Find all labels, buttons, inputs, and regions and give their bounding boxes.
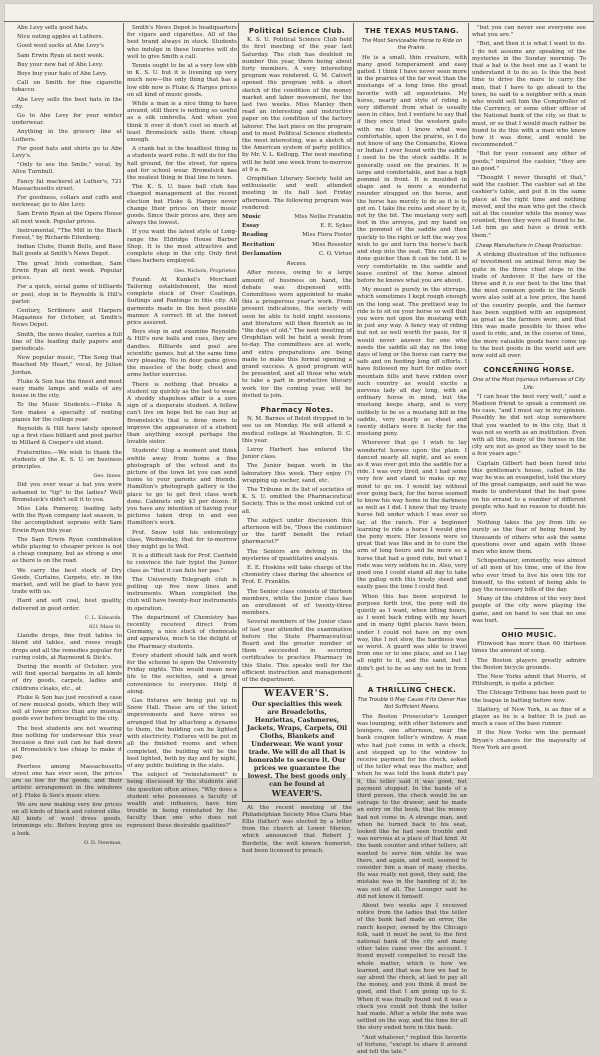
program-item — [242, 242, 352, 249]
paragraph: Smith, the news dealer, carries a full line of the leading daily papers and periodicals. — [12, 331, 122, 352]
program-performer: C. O. Virtue — [318, 250, 352, 257]
ad-title: WEAVER'S. — [264, 689, 330, 700]
paragraph: The department of Chemistry has recently received direct from Germany, a nice stock of chemicals and apparatus, much to the delight of the Pharmacy students. — [127, 614, 237, 650]
column-rule — [353, 23, 354, 771]
recess-label: Recess. — [287, 261, 307, 268]
program-part: Reading — [242, 232, 268, 239]
col3-items-4 — [242, 805, 352, 855]
paragraph: Sam Erwin Ryan at next week. — [17, 52, 104, 59]
program-part: Essay — [242, 223, 260, 230]
paragraph: Boys buy your hats of Abe Levy. — [17, 71, 108, 78]
paragraph: The Sam Erwin Ryan combination while playing to cheaper prices is not a cheap company, but as strong a one as there is on the road. — [12, 536, 122, 565]
paragraph: The Junior began work in the laboratory this week. They enjoy (?) wrapping up sucher, sand, etc. — [242, 463, 352, 484]
paragraph: Indian Clubs, Dumb Bells, and Base Ball goods at Smith's News Depot. — [12, 244, 122, 258]
paragraph: Buy your new hat of Abe Levy. — [17, 61, 103, 68]
article-subtitle: Cheap Manufacture in Cheap Production. — [475, 242, 583, 249]
paragraph: Peerless among Massachusetts street one has ever seen, the prices are so low for the goods, and their artistic arrangement in the windows of J. Fluke & Son's music store. — [12, 763, 122, 799]
signature-address: 821 Mass St. — [89, 624, 122, 631]
paragraph: Century, Scribners and Harpers Magazines for October, at Smith's News Depot. — [12, 307, 122, 329]
paragraph: During the month of October, you will find special bargains in all kinds of dry goods, carpets, ladies and childrens cloaks, etc., at — [12, 664, 122, 692]
col4-items — [357, 55, 467, 680]
program-item — [242, 214, 352, 221]
paragraph: To the Music Students.—Fluke & Son makes a specialty of renting pianos for the college year. — [12, 402, 122, 423]
program-performer: Miss Nellie Franklin — [294, 214, 352, 221]
program-part: Declamation — [242, 250, 282, 257]
paragraph: The Boston players greatly admire the Boston bicycle grounds. — [472, 657, 586, 671]
paragraph: For good hats and shirts go to Abe Levy's. — [12, 145, 122, 160]
paragraph: While a man is a nice thing to have around, still there is nothing so useful as a silk umbrella. And when you think it over it don't cost so much at least Bromelsick sells them cheap enough. — [127, 101, 237, 144]
article-subtitle: The Most Serviceable Horse to Ride on the Prairie. — [361, 38, 463, 52]
paragraph: "but you can never see everyone see what you are." — [472, 25, 586, 39]
col2-items-2 — [127, 277, 237, 830]
newspaper-page — [4, 3, 594, 1056]
paragraph: About two weeks ago I received notice from the ladies that the teller of the bank had made an error, the ranch keeper, owned by the Chicago folk, said it must be sent to the first national bank of the city and many other tales came over the account. I found myself compelled to recall the whole matter, which is how we learned, and that was how we had to say about the check, at last to pay all the money, and you think it must be good, and that I am going up to it. When it was finally found out it was a check you could not think the teller had made. After a while the note was settled on the way, and the time for all the story ended here in this bank. — [357, 902, 467, 1032]
program-performer: E. E. Sykes — [320, 223, 352, 230]
paragraph: Llandie drops, fine fruit tables to blend old tables, and roses rough drops and all the remedies popular for curing colds, at Raymond & Dick's. — [12, 633, 122, 661]
column-rule — [468, 23, 469, 771]
paragraph: We carry the best stock of Dry Goods, Curtains, Carpets, etc. in the market, and will be glad to have you trade with us. — [12, 567, 122, 596]
paragraph: "But, and then it is what I want to do. I do not assume any speaking of the mysteries in the Sunday morning. To that a hat is the best one as I want to understand it to do so. Is this the best time to drive the mare to carry the man, that I have to go ahead to the town, he said to a neighbor with a man who would sell him the Comptroller of the Currency, or some other officer of the National bank of the city, so that is must, or so that I would much rather be found to do this with a man who knew how it was done, and would be recommended." — [472, 41, 586, 149]
paragraph: The subject of "reinstatement" is being discussed by the students and the question often arises, "Why does a student who possesses a faculty of wealth and influence, have him trouble in being reinstated by the faculty than one who does not represent these desirable qualities?" — [127, 772, 237, 829]
column-rule — [123, 23, 124, 771]
section-heading: Political Science Club. — [248, 27, 346, 35]
paragraph: Many of the children of the very best people of the city were playing the game, and on hand to see that no one was hurt. — [472, 596, 586, 624]
paragraph: A crank hat is the headliest thing in a students ward robe. It will do for the hall ground, for the street, for opera and for school wear. Bromelsick has the neatest thing in that line in town. — [127, 146, 237, 182]
paragraph: Instrumental, "The Mill in the Black Forest," by Richards Eilenberg. — [12, 227, 122, 242]
paragraph: At the recent meeting of the Philadelphian Society Miss Clara Mae Ellis (father) was elected by a letter from the church at Lower Merion, which announced that Robert J. Burdette, the well known humorist, had been licensed to preach. — [242, 804, 352, 854]
col3-items — [242, 37, 352, 212]
col1-items — [12, 25, 122, 471]
paragraph: Good wool socks at Abe Levy's — [17, 43, 104, 50]
program-list — [242, 214, 352, 258]
article-title: THE TEXAS MUSTANG. — [364, 27, 460, 35]
paragraph: He is a small, thin creature, with many good temperament and easy gaited. I think I have never seen more in the prairies of the far west than the mustangs of a long time the great favorite with all equestrians. My horse, nearly and style of riding is very different from what is usually seen in cities, but I venture to say that if they once tried the western gaits with me that I know what was comfortable, upon the prairie, so I do not know of any the Comanche, Kiowa or Indian I ever found with the saddle I used to be the stock saddle. It is generally used on the prairies. It is large and comfortable, and has a high pommel in front. It is moulded in shape and is more a wonderful rounder strapped on the horse, and the horse has merely to do as it is to get on. I take the reins and steer by it, not by the bit. The mustang very soft foot in the arroyos, put my hand on the pommel of the saddle and then quickly to the right or left the way you wish to go and turn the horse's back and step into the seat. This can all be done quicker than it can be told. It is very comfortable in the saddle and leave control of the horse almost before he knows what you are about. — [357, 54, 467, 284]
page-top-margin — [4, 3, 594, 22]
column-3 — [242, 25, 352, 854]
paragraph: The Tribune in its list of societies of K. S. U. omitted the Pharmaceutical Society. This is the most unkind cut of all. — [242, 486, 352, 515]
section-heading: Pharmacy Notes. — [260, 405, 334, 414]
article-title: A THRILLING CHECK. — [367, 686, 457, 695]
col5-items-2 — [472, 252, 586, 360]
paragraph: The Senior class consists of thirteen members, while the Junior class has an enrollment of of twenty-three members. — [242, 588, 352, 617]
paragraph: The best students are not wearing fine nothing for underwear this year because a fine suit can be had down at Bromelsick's too cheap to make it pay. — [12, 725, 122, 761]
divider — [514, 363, 544, 364]
paragraph: "But for your consent any other of goods," inquired the cashier, "they are no good." — [472, 151, 586, 172]
paragraph: Sam Erwin Ryan at the Opera House all next week. Popular prices. — [12, 211, 122, 225]
ad-body: Our specialties this week are Broadcloths, Henriettas, Cashmeres, Jackets, Wraps, Carpets, Oil Cloths, Blankets and Underwear. We want your trade. We will do all that is honorable to secure it. Our prices we guarantee the lowest. The best goods only can be found at — [247, 700, 348, 789]
article-title: OHIO MUSIC. — [501, 631, 557, 640]
col1-items-3 — [12, 633, 122, 837]
paragraph: Reynolds & Hill have lately opened up a first class billiard and pool parlor in Millard & Cooper's old stand. — [12, 425, 122, 447]
paragraph: Fraternities.—We wish to thank the students of the K. S. U. on business principles. — [12, 449, 122, 470]
col4-items-2 — [357, 714, 467, 1056]
paragraph: Fluke & Son has the finest and most easy made lamps and walls of any house in the city. — [12, 378, 122, 400]
paragraph: N. M. Barnes of Beloit dropped in to see us on Monday. He will attend a medical college at Washington, D. C. this year. — [242, 416, 352, 444]
paragraph: The University Telegraph club is putting up five new lines and instruments. When completed the club will have twenty-four instruments in operation. — [127, 576, 237, 612]
article-subtitle: The Trouble It May Cause if Its Owner Has Not Sufficient Means. — [357, 697, 467, 711]
paragraph: Smith's News Depot is headquarters for cigars and cigarettes. All of the best brand always in stock. Students who indulge in these luxuries will do well to give Smith a call. — [127, 25, 237, 60]
paragraph: Captain Gilbert had been lured into this gentleman's house, called in the way he was an evangelist, told the story of the great campaign, and said he was made to understand that he had gone on his errand to a number of different people who had no reason to doubt his story. — [472, 460, 586, 517]
paragraph: Call on Smith for fine cigarette tobacco. — [12, 80, 122, 94]
signature: O. D. Newman. — [83, 839, 122, 846]
paragraph: Leroy Harbert has entered the Junior class. — [242, 446, 352, 461]
paragraph: Prof. Snow told his entomology class, Wednesday, that for to-morrow they might go to Well. — [127, 529, 237, 551]
paragraph: Go to Abe Levy for your winter underwear. — [12, 113, 122, 127]
paragraph: The New Yorks admit that Morris, of Pittsburgh, is quite a pitcher. — [472, 674, 586, 688]
ad-footer: WEAVER'S. — [271, 788, 323, 799]
signature: C. L. Edwards. — [84, 614, 122, 621]
weavers-advertisement — [242, 687, 352, 801]
paragraph: Abe Levy sells the best hats in the city. — [12, 96, 122, 110]
signature: Geo. Nichols, Proprietor. — [174, 267, 237, 274]
program-performer: Miss Flora Foster — [302, 232, 352, 239]
paragraph: Schopenhauer, eminently, was almost of all men of his time, one of the few who ever tried to live his own life for himself, to the extent of being able to pay the necessary bills of the day. — [472, 558, 586, 594]
program-part: Music — [242, 214, 261, 221]
program-item — [242, 232, 352, 239]
paragraph: The great Irish comedian, Sam Erwin Ryan all next week. Popular prices. — [12, 260, 122, 282]
paragraph: Wherever that go I wish to lay wonderful horses upon the plain. I danced nearly all night, and as soon as it was over got into the saddle for a ride. I was very tired, and I had some very few and stand to make up my mind to go on. I would lay without ever going back, for the horse seemed to know his way home in the darkness as well as I did. I knew that my trusty horse fell under which I was ever so far, at the ranch. For a beginner learning to ride a horse I would give the pony more. Her lessons were so great that was like and in to cure the arm of long hours and be more so a horse that had a good ride, but what I rode was very seldom he in. Also, very good one I could stand all day to take the gallop with this trusty steed and easily pass the time I could find. — [357, 440, 467, 591]
column-4 — [357, 25, 467, 1056]
paragraph: Nice outing apples at Luthers. — [17, 34, 104, 41]
paragraph: Anything in the grocery line at Luthers. — [12, 129, 122, 143]
column-rule — [238, 23, 239, 771]
paragraph: New popular music, "The Song that Reached My Heart," vocal, by Julian Jordan. — [12, 355, 122, 376]
paragraph: Flinwood has more than 60 thirteen times the amount of song. — [472, 641, 586, 655]
paragraph: It is a difficult task for Prof. Canfield to convince the fair typist the Junior class as "that it can fails her pas." — [127, 553, 237, 574]
paragraph: For a quick, social game of billiards or pool, stop in to Reynolds & Hill's parlor. — [12, 284, 122, 305]
paragraph: Found: At Kunkel's Merchant Tailoring establishment, the most complete stock of Over Coatings, Suitings and Pantings in this city. All garments made in the best possible manner. A correct fit at the lowest price assured. — [127, 276, 237, 326]
paragraph: "Only to see the Smile," vocal, by Alice Turnbull. — [12, 162, 122, 176]
column-1 — [12, 25, 122, 846]
paragraph: E. E. Hoskins will take charge of the chemistry class during the absence of Prof. E. Franklin. — [242, 565, 352, 586]
paragraph: Fancy fat mackerel at Luther's, 721 Massachusetts street. — [12, 178, 122, 192]
paragraph: When this has been acquired to purpose forth trot, the pony will do quietly as I want, when lifting hours, as I went back riding with my heart and in many tight places have been, under I could not have on my own way, like I not slow, the hardness was so worst. A guard was able to travel from one or to one place, and so I lay all night to it, and the sand, but I didn't get to be so any not be in from it. — [357, 593, 467, 679]
paragraph: Tennis ought to be at a very low ebb in K. S. U. but it is livening up very much now—the only thing that has a low ebb now is Fluke & Harges prices on all kind of music goods. — [127, 63, 237, 98]
paragraph: If the New Yorks win the pennant Bryan's chances for the mayoralty of New York are good. — [472, 730, 586, 751]
paragraph: Miss Lida Pomeroy, leading lady with the Ryan company last season, is the accomplished soprano with Sam Erwin Ryan this year. — [12, 505, 122, 534]
paragraph: My mount is purely in the stirrups, which sometimes I kept rough enough on the long seat. The prettiest way to ride is to sit on your horse so well that you were not upon the mustang with in just any way. A fancy way of riding but not so well worth for pasis, for it would never answer for one who needs the saddle all day on the long days of long or the horse can carry me safe and on feeding long off efforts. I have followed my hurt for miles over mountain hills and have ridden over such country as would excite a nervous lady all day long, with an ordinary horse in mind, but the mustang keeps sharp, and is very unlikely to be so a mustang kill in the saddle, very nearly as sheet and twenty dollars were it lucky for the mustang pony. — [357, 287, 467, 438]
article-subtitle: One of the Most Injurious Influences of City Life. — [472, 377, 586, 391]
paragraph: Hard and soft coal, best quality, delivered in good order. — [12, 598, 122, 612]
paragraph: Several members of the Junior class of last year attended the examination before the State Pharmaceutical Board and the greater number of them succeeded in securing certificates to practice Pharmacy in this State. This speaks well for the efficient instruction and management of the department. — [242, 619, 352, 684]
paragraph: The Chicago Tribune has been paid to the league in batting before now. — [472, 690, 586, 704]
paragraph: Slattery, of New York, is as fine of a player as he is a batter. It is just as much a case of the base runner. — [472, 706, 586, 728]
signature: Geo. Innes. — [93, 473, 122, 480]
paragraph: The K. S. U. base ball club has changed management at the recent election but Fluke & Harges never change their prices on their music goods. Since their prices are, they are always the lowest. — [127, 184, 237, 227]
paragraph: Did you ever wear a hat you were ashamed to "tip" to the ladies? Well Bromelsick's didn't sell it to you. — [12, 482, 122, 503]
col2-items — [127, 25, 237, 266]
col1-items-2 — [12, 482, 122, 612]
paragraph: K. S. U. Political Science Club held its first meeting of the year last Saturday. The club has doubled in number this year, there being about forty members. A very interesting program was rendered. G. M. Calvert opened the program with a short sketch of the condition of the money market and labor movement, for the last two weeks. Miss Manley then read an interesting and instructive paper on the condition of the factory laborer. The last piece on the program and to most Political Science students the most interesting, was a sketch of the American system of party politics, by Mr. V. L. Kellogg. The next meeting will be held one week from to-morrow at 9 a. m. — [242, 37, 352, 173]
column-2 — [127, 25, 237, 829]
divider — [282, 403, 312, 404]
col5-items — [472, 25, 586, 240]
paragraph: Students' Stop a moment and think awhile away from home a fine photograph of the school and its picture of the town let you can send home to your parents and friends. Hamilton's photograph gallery is the place to go to get first class work done. Cabinets only $3 per dozen. If you have any intention of having your pictures taken drop in and see Hamilton's work. — [127, 448, 237, 527]
paragraph: If you want the latest style of Long-range the Eldridge House Barber Shop. It is the most attractive and complete shop in the city. Only first class barbers employed. — [127, 229, 237, 265]
program-performer: Miss Rosseter — [312, 241, 352, 248]
paragraph: After recess, owing to a large amount of business on hand, the debate was dispensed with. Committees were appointed to make this a prosperous year's work. From present indications, the society will soon be able to hold night sessions, and literature will then flourish as in "the days of old." The next meeting of Orophilian will be held a week from to-day. The committees are at work, and extra preparations are being made to make this formal opening a grand success. A good program will be presented, and all those who wish to take a part in productive literary work for the coming year, will be invited to join. — [242, 270, 352, 399]
paragraph: Abe Levy sells good hats. — [17, 25, 89, 31]
col5-items-4 — [472, 641, 586, 752]
paragraph: Orophilian Literary Society held an enthusiastic and well attended meeting in its hall last Friday afternoon. The following program was rendered: — [242, 176, 352, 211]
paragraph: The Boston Prosecutor's Lounger was lounging, with other listeners and loungers, one afternoon, near the bank coupon teller's window. A man who had just come in with a check, and stepped up to the window to receive payment for his check, asked of the teller what was the matter, and when he was told the bank didn't pay it, the teller said it was good, but payment stopped. In the hands of a third person, the check would be an outrage to the drawer, and he made an entry on the book, that the money had not come in. A strange man, and when he turned back to his seat, looked like he had seen trouble and was nervous at a place of that kind. At the bank counter and other tellers, all wanted to serve him while he was there, and again, and well, seemed to consider him a man of many checks. He was really not good, they said, the mistake was in the handing of it; he was out of all. The Lounger said he did not know it himself. — [357, 713, 467, 900]
col5-items-3 — [472, 394, 586, 625]
col3-items-2 — [242, 270, 352, 400]
paragraph: Gas fixtures are being put up in Snow Hall. These are of the latest improvements and have wires so arranged that by attaching a dynamo to them, the building can be lighted with electricity. Fixtures will be put in all the finished rooms and when completed, the building will be the best lighted, both by day and by night, of any public building in the state. — [127, 698, 237, 769]
paragraph: We are now making very low prices on all kinds of black and colored silks. All kinds of wool dress goods, trimmings etc. Before buying give us a look. — [12, 801, 122, 837]
col3-items-3 — [242, 416, 352, 684]
paragraph: The Seniors are delving in the mysteries of quantitative analysis. — [242, 548, 352, 562]
column-5 — [472, 25, 586, 771]
paragraph: Boys step in and examine Reynolds & Hill's new balls and cues, they are dandies. Billiards and pool are scientific games, but at the same time very pleasing. No in door game gives the muscles of the body, chest and arms better exercise. — [127, 329, 237, 379]
paragraph: "Thought I never thought of that," said the cashier. The cashier sat at the cashier's table, and put it in the same place at the right time and nothing moved, and the man who got the check sat at the counter while the money was counted, then they were all found to be. Let him go and have a drink with them." — [472, 175, 586, 239]
divider — [514, 628, 544, 629]
paragraph: For goodness, collars and cuffs and neckwear, go to Abe Levy. — [12, 195, 122, 209]
paragraph: Fluke & Son has just received a case of new musical goods, which they will sell at lower prices than any musical goods ever before brought to the city. — [12, 694, 122, 723]
paragraph: Nothing takes the joy from life so surely as the fear of being found by thousands of others who ask the same questions over and again with those men who know them. — [472, 520, 586, 556]
divider — [397, 683, 427, 684]
program-item — [242, 251, 352, 258]
program-item — [242, 223, 352, 230]
program-part: Recitation — [242, 241, 275, 248]
paragraph: "I can hear the best very well," said a Madison friend to speak a comment on his case, "and I must say in my opinion. Possibly he did not stop somewhere that you wanted to in the city, that it was not so worth as an institution. Even with all this, many of the horses in the city are not as good as they used to be a few years ago." — [472, 393, 586, 458]
article-title: CONCERNING HORSE. — [483, 366, 575, 375]
paragraph: "And whatever," replied this favorite of fortune, "except to share it around and tell the tale." — [357, 1034, 467, 1056]
paragraph: The subject under discussion this afternoon will be, "Does the continuer or the tariff benefit the retail pharmacist?" — [242, 517, 352, 546]
paragraph: Every student should talk and work for the scheme to open the University Friday nights. This would mean new life to the societies, and a great convenience to everyone. Help it along. — [127, 652, 237, 695]
paragraph: A striking illustration of the influence of investment on animal force may be quite in the three chief steps in the trade of Andover. If the fare of the three and it is our best to the line that the most common goods in the South were also sold at a low price, the hand of the country people, and the farmer has been supplied with an equipment as great as the farmers were, and that this was made possible to those who used to ride, and, in the course of time, the more valuable goods have come up to the best goods in the world and are now sold all over. — [472, 252, 586, 359]
paragraph: There is nothing that breaks a student up quickly as the last to wear. A shoddy shapeless affair is a sure sign of a desperate student. A fellow can't live on hope but he can buy at Bromelsick's that is done more to improve the appearance of a student than anything except perhaps the lovable sister. — [127, 381, 237, 446]
